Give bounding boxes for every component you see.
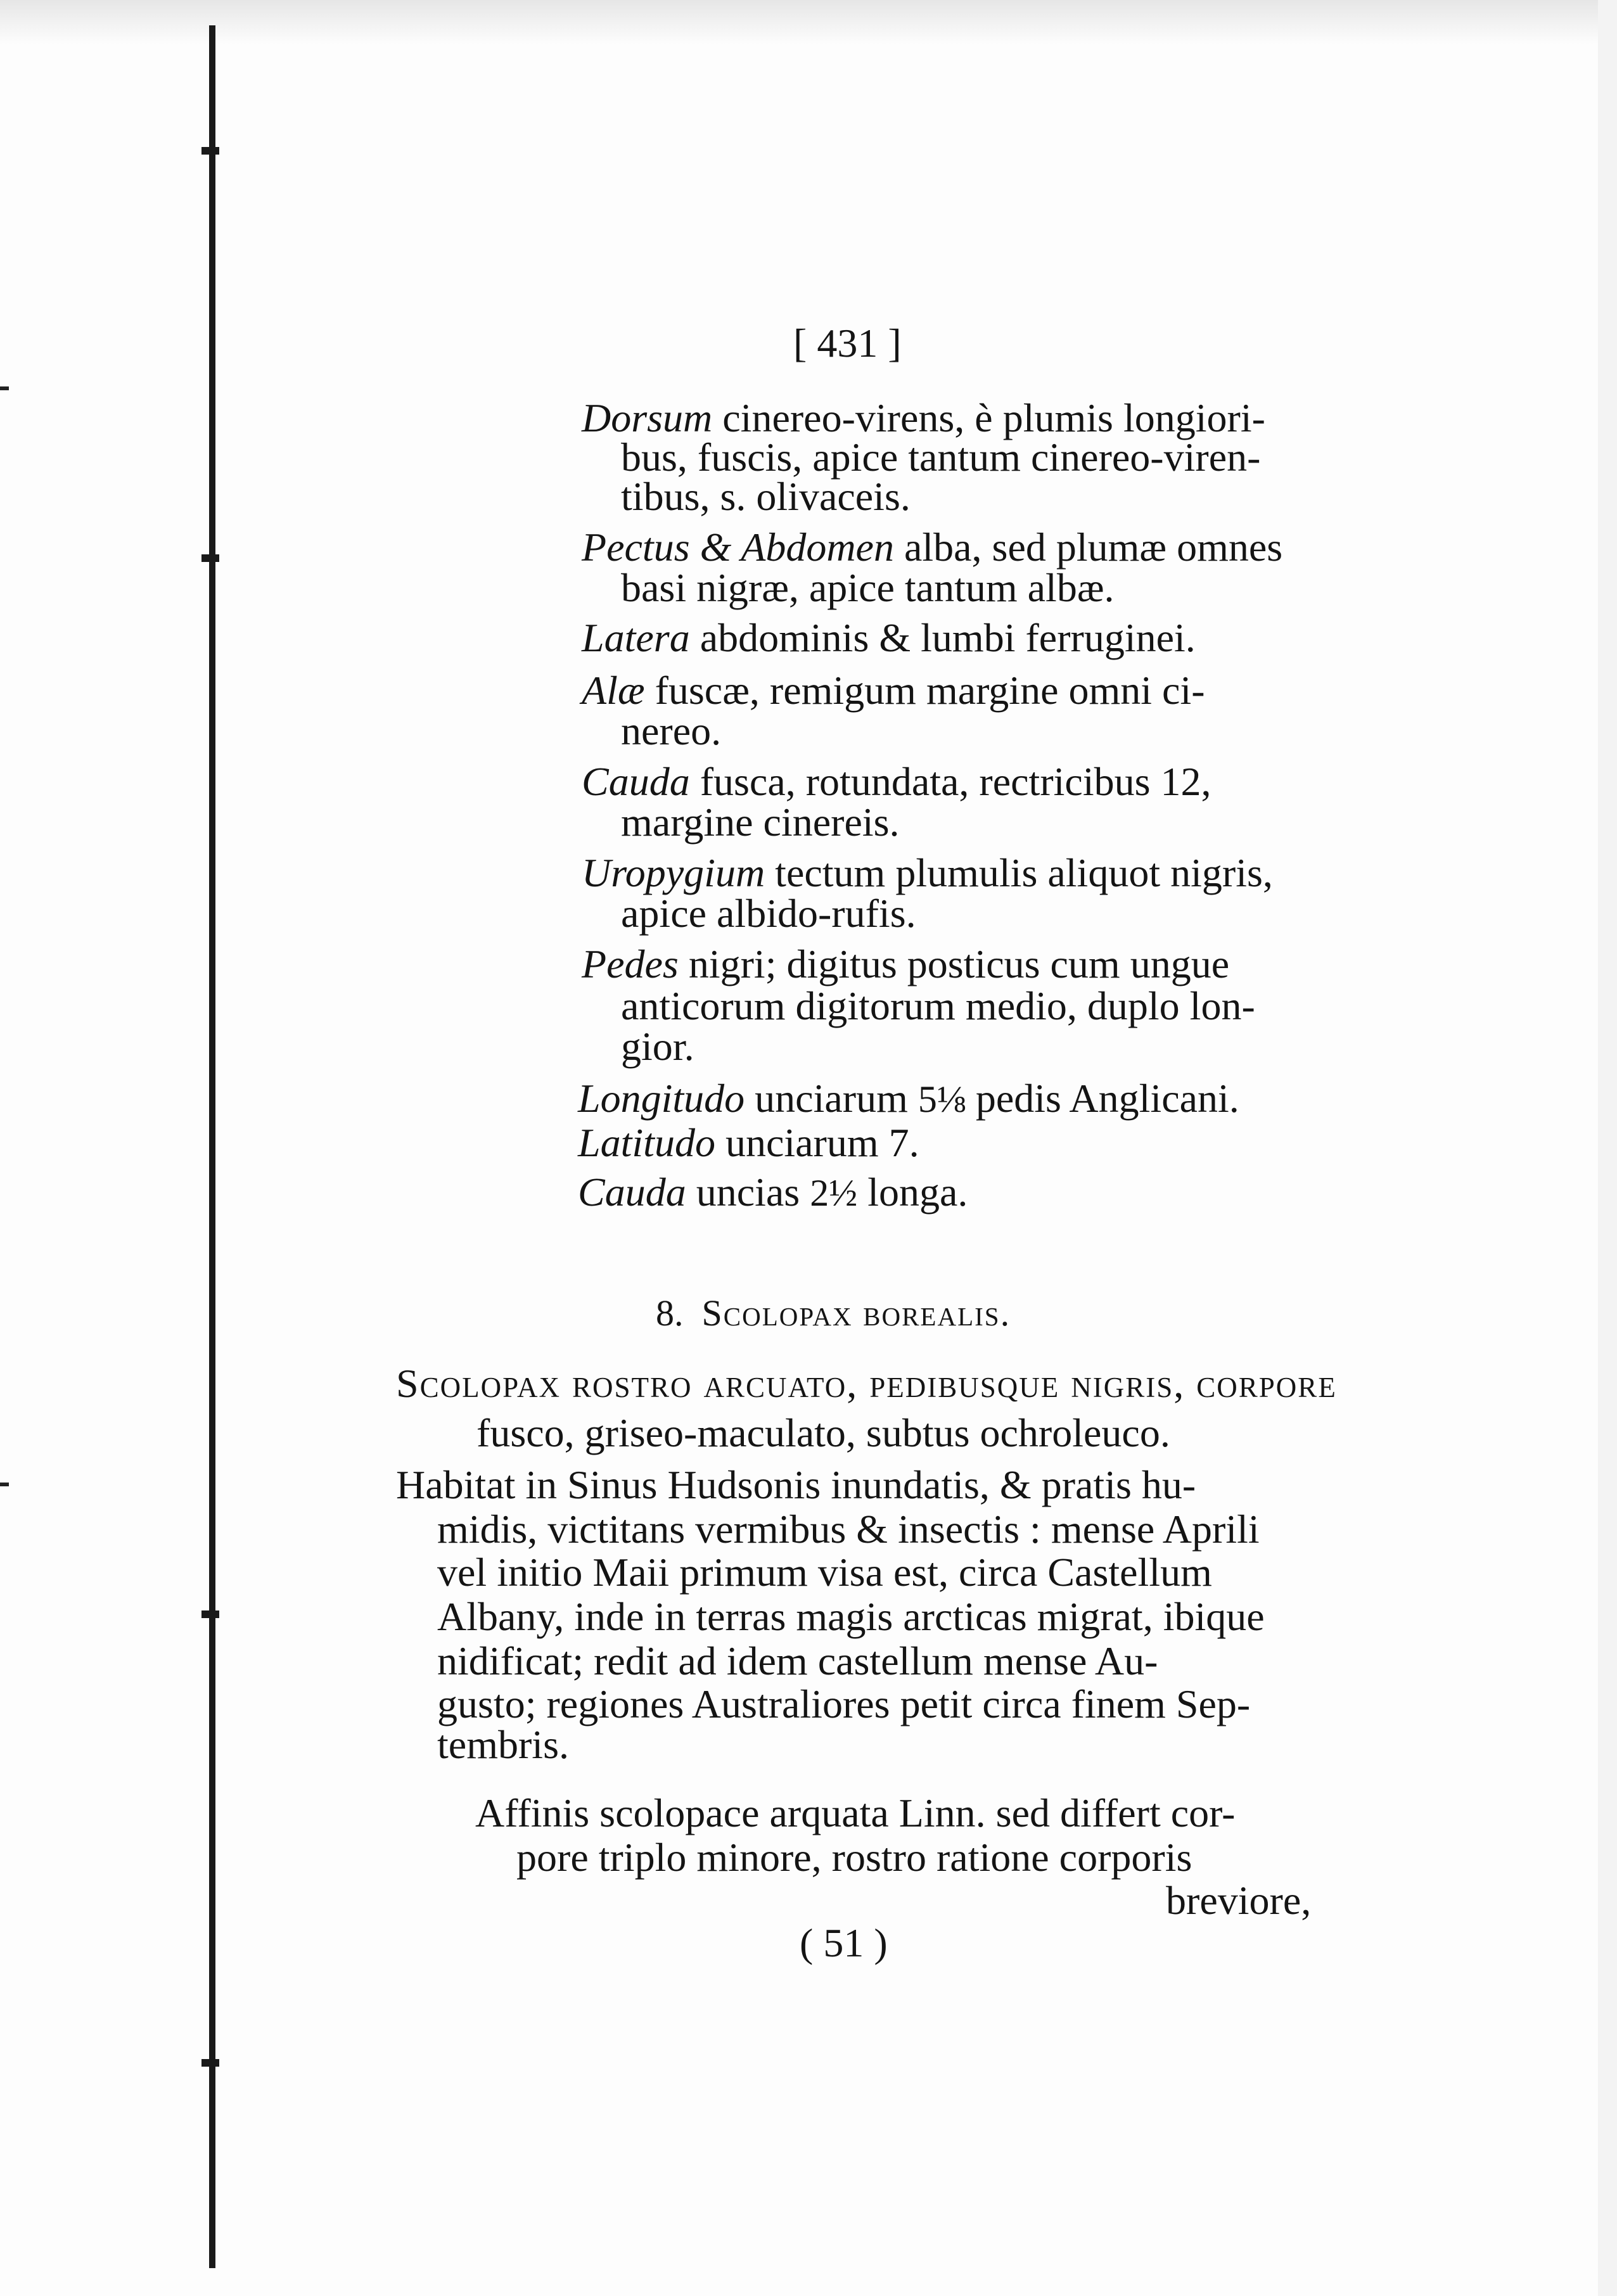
term: Pedes (582, 941, 679, 986)
habitat-line: nidificat; redit ad idem castellum mense Au- (437, 1638, 1158, 1683)
measurement-text: unciarum 7. (725, 1120, 919, 1165)
habitat-line: midis, victitans vermibus & insectis : mense Aprili (437, 1507, 1260, 1552)
entry-text: margine cinereis. (621, 800, 900, 845)
entry-pectus (582, 527, 1282, 568)
edge-mark (0, 1483, 9, 1486)
measurement-text: uncias (696, 1170, 800, 1215)
diagnosis-line: Scolopax rostro arcuato, pedibusque nigris, corpore (396, 1361, 1337, 1406)
entry-text: anticorum digitorum medio, duplo lon- (621, 983, 1255, 1028)
habitat-line: tembris. (437, 1722, 569, 1767)
term: Cauda (578, 1170, 686, 1215)
entry-text: nigri; digitus posticus cum ungue (688, 941, 1230, 986)
entry-text: fuscæ, remigum margine omni ci- (655, 668, 1205, 713)
entry-text: tectum plumulis aliquot nigris, (775, 850, 1273, 895)
measurement-text: unciarum (755, 1076, 908, 1121)
habitat-line: vel initio Maii primum visa est, circa Castellum (437, 1550, 1212, 1595)
term: Latera (582, 615, 690, 660)
affinis-line: breviore, (1166, 1878, 1312, 1923)
measurement-text: pedis Anglicani. (975, 1076, 1239, 1121)
diagnosis-line: fusco, griseo-maculato, subtus ochroleuco. (476, 1410, 1170, 1455)
measurement-cauda (578, 1172, 968, 1213)
measurement-latitudo (578, 1120, 919, 1165)
habitat-line: Habitat in Sinus Hudsonis inundatis, & pratis hu- (396, 1462, 1196, 1507)
scan-shadow (0, 0, 1617, 44)
entry-text: cinereo-virens, è plumis longiori- (722, 395, 1265, 440)
entry-alae (582, 670, 1205, 711)
term: Latitudo (578, 1120, 715, 1165)
entry-text: fusca, rotundata, rectricibus 12, (700, 759, 1211, 804)
habitat-line: Albany, inde in terras magis arcticas migrat, ibique (437, 1594, 1265, 1639)
entry-pedes (582, 941, 1230, 986)
measurement-text: longa. (867, 1170, 968, 1215)
entry-text: abdominis & lumbi ferruginei. (700, 615, 1196, 660)
entry-text: alba, sed plumæ omnes (904, 525, 1283, 570)
footer-page-number: ( 51 ) (800, 1920, 888, 1965)
entry-text: tibus, s. olivaceis. (621, 474, 911, 519)
entry-text: apice albido-rufis. (621, 891, 916, 936)
measurement-value: 5⅛ (917, 1078, 966, 1120)
rule-tick (201, 1610, 219, 1618)
term: Dorsum (582, 395, 713, 440)
habitat-line: gusto; regiones Australiores petit circa finem Sep- (437, 1681, 1251, 1726)
entry-cauda (582, 759, 1211, 804)
term: Cauda (582, 759, 690, 804)
rule-tick (201, 147, 219, 155)
entry-text: basi nigræ, apice tantum albæ. (621, 565, 1115, 610)
page-number: [ 431 ] (793, 321, 902, 366)
rule-tick (201, 2059, 219, 2067)
species-number: 8. (656, 1292, 684, 1334)
measurement-longitudo (578, 1078, 1239, 1119)
affinis-line: pore triplo minore, rostro ratione corporis (516, 1835, 1192, 1880)
edge-mark (0, 386, 9, 390)
entry-latera (582, 615, 1196, 660)
binding-rule (209, 25, 215, 2268)
species-name: Scolopax borealis. (701, 1292, 1011, 1334)
affinis-line: Affinis scolopace arquata Linn. sed differt cor- (475, 1790, 1236, 1835)
page-edge (1598, 0, 1617, 2296)
entry-dorsum (582, 395, 1265, 440)
entry-text: bus, fuscis, apice tantum cinereo-viren- (621, 435, 1261, 480)
entry-text: gior. (621, 1024, 694, 1069)
entry-uropygium (582, 850, 1273, 895)
rule-tick (201, 554, 219, 562)
term: Pectus & Abdomen (582, 525, 894, 570)
term: Uropygium (582, 850, 765, 895)
measurement-value: 2½ (810, 1172, 858, 1214)
term: Longitudo (578, 1076, 745, 1121)
entry-text: nereo. (621, 708, 722, 753)
species-heading (656, 1292, 1011, 1334)
term: Alæ (582, 668, 645, 713)
